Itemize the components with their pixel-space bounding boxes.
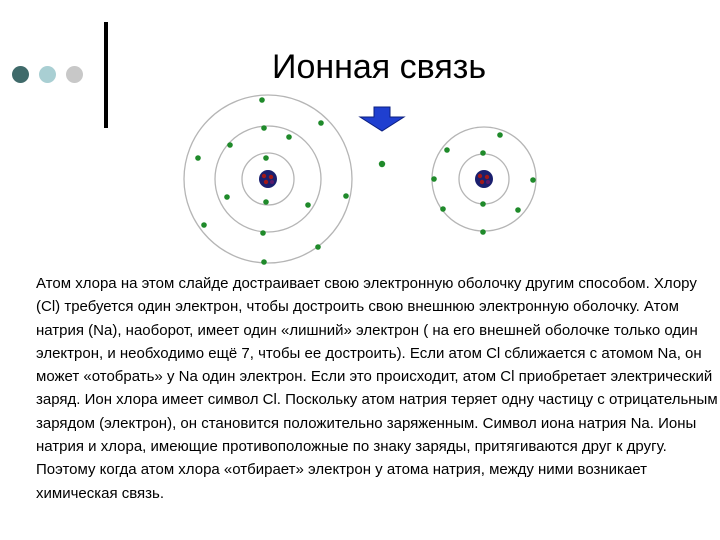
sodium-nucleus xyxy=(475,170,493,188)
chlorine-atom xyxy=(184,95,352,265)
down-arrow-icon xyxy=(360,107,404,131)
slide-title: Ионная связь xyxy=(272,48,487,86)
sodium-atom xyxy=(431,127,536,235)
slide-body-text: Атом хлора на этом слайде достраивает свою электронную оболочку другим способом. Хлору (Cl) требуется один электрон, чтобы достроить свою внешнюю электронную оболочку. Атом натрия (Na), наоборот, имеет один «лишний» электрон ( на его внешней оболочке только один электрон, и необходимо ещё 7, чтобы ее достроить). Если атом Cl сближается с атомом Na, он может «отобрать» у Na один электрон. Если это происходит, атом Cl приобретает электрический заряд. Ион хлора имеет символ Cl. Поскольку атом натрия теряет одну частицу с отрицательным зарядом (электрон), он становится положительно заряженным. Символ иона натрия Na. Ионы натрия и хлора, имеющие противоположные по знаку заряды, притягиваются друг к другу. Поэтому когда атом хлора «отбирает» электрон у атома натрия, между ними возникает химическая связь. xyxy=(36,275,718,502)
transferred-electron xyxy=(379,161,385,167)
chlorine-nucleus xyxy=(259,170,277,188)
